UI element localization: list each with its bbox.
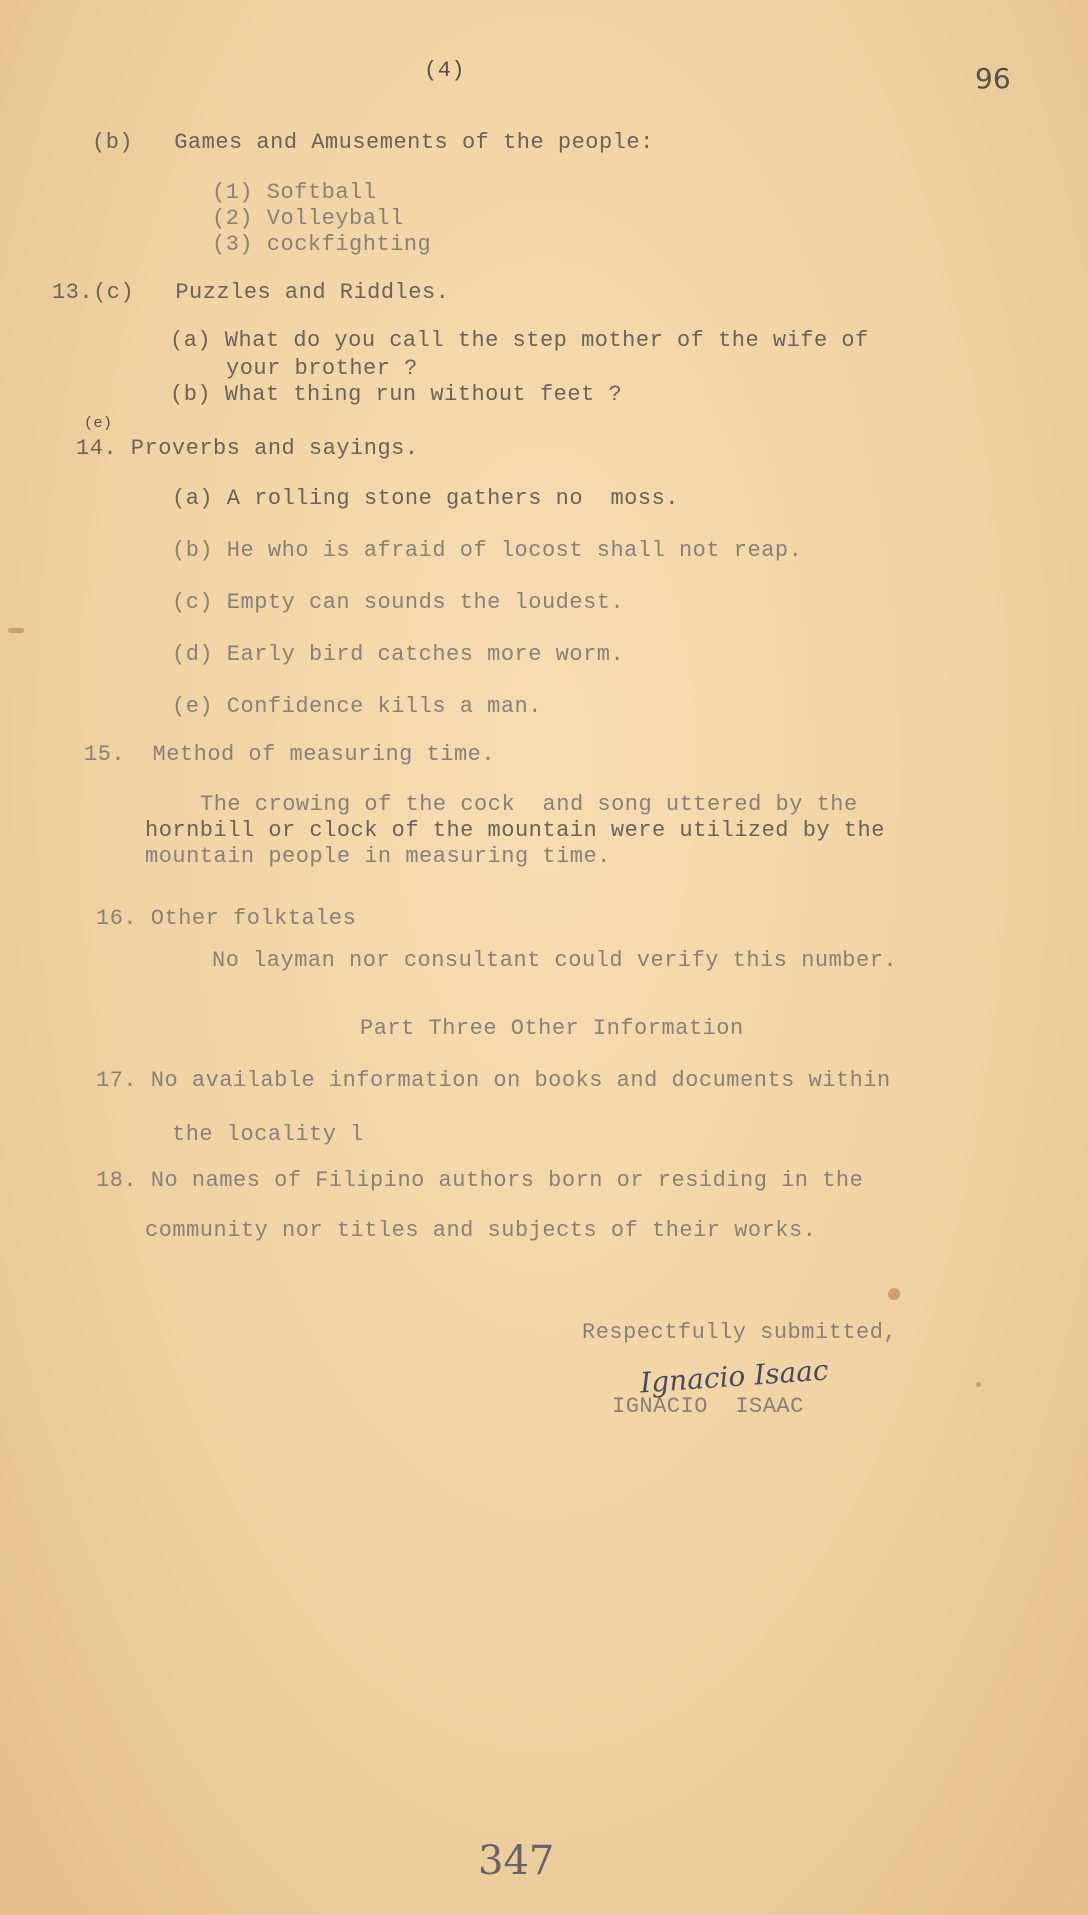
riddle-b: (b) What thing run without feet ?: [170, 382, 623, 407]
ink-spot: [976, 1382, 981, 1387]
section-15-line-2: hornbill or clock of the mountain were utilized by the: [145, 818, 885, 843]
page-header: (4): [424, 58, 466, 83]
ink-spot: [888, 1288, 900, 1300]
section-18-line-2: community nor titles and subjects of their works.: [145, 1218, 817, 1243]
riddle-a-line-2: your brother ?: [226, 356, 418, 381]
games-item-1: (1) Softball: [212, 180, 377, 205]
section-16-line: No layman nor consultant could verify this number.: [212, 948, 898, 973]
proverb-e: (e) Confidence kills a man.: [172, 694, 542, 719]
section-18-line-1: 18. No names of Filipino authors born or residing in the: [96, 1168, 864, 1193]
games-item-3: (3) cockfighting: [212, 232, 432, 257]
section-16-heading: 16. Other folktales: [96, 906, 357, 931]
games-heading: (b) Games and Amusements of the people:: [92, 130, 654, 155]
proverb-c: (c) Empty can sounds the loudest.: [172, 590, 625, 615]
riddle-a-line-1: (a) What do you call the step mother of the wife of: [170, 328, 869, 353]
inserted-mark: (e): [84, 415, 113, 432]
section-17-line-1: 17. No available information on books and documents within: [96, 1068, 891, 1093]
part-three-heading: Part Three Other Information: [360, 1016, 744, 1041]
proverb-b: (b) He who is afraid of locost shall not reap.: [172, 538, 803, 563]
proverb-d: (d) Early bird catches more worm.: [172, 642, 625, 667]
proverb-a: (a) A rolling stone gathers no moss.: [172, 486, 679, 511]
page-number: 96: [975, 62, 1011, 95]
section-14-heading: 14. Proverbs and sayings.: [76, 436, 419, 461]
closing-text: Respectfully submitted,: [582, 1320, 898, 1345]
section-15-heading: 15. Method of measuring time.: [84, 742, 496, 767]
signer-name: IGNACIO ISAAC: [612, 1394, 804, 1419]
archive-number: 347: [478, 1838, 555, 1884]
games-item-2: (2) Volleyball: [212, 206, 404, 231]
section-15-line-3: mountain people in measuring time.: [145, 844, 611, 869]
ink-spot: [8, 628, 24, 633]
section-13-heading: 13.(c) Puzzles and Riddles.: [52, 280, 450, 305]
section-15-line-1: The crowing of the cock and song uttered by the: [200, 792, 858, 817]
section-17-line-2: the locality l: [172, 1122, 364, 1147]
handwritten-signature: Ignacio Isaac: [639, 1353, 830, 1400]
